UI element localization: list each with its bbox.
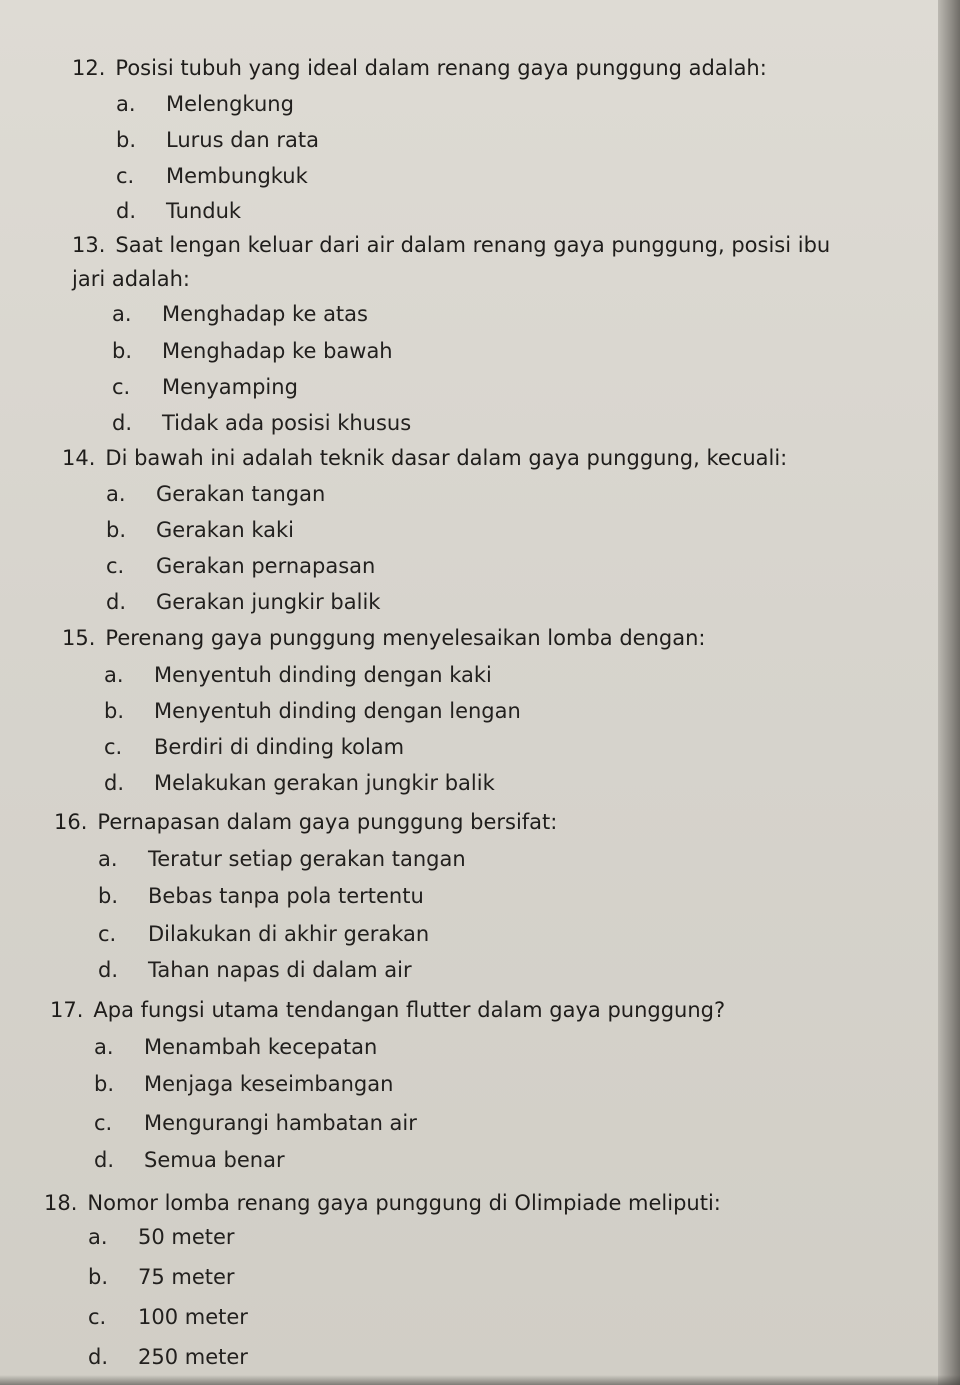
option-letter: b. xyxy=(112,339,133,363)
option-text: Tidak ada posisi khusus xyxy=(162,411,412,435)
option-15-d[interactable] xyxy=(104,770,495,796)
option-text: Gerakan tangan xyxy=(156,482,326,506)
option-letter: a. xyxy=(98,847,118,871)
option-text: Bebas tanpa pola tertentu xyxy=(148,884,424,908)
option-text: Dilakukan di akhir gerakan xyxy=(148,922,430,946)
option-letter: c. xyxy=(88,1305,107,1329)
question-number: 17. xyxy=(50,998,84,1022)
option-text: Berdiri di dinding kolam xyxy=(154,735,405,759)
option-text: Tahan napas di dalam air xyxy=(148,958,412,982)
option-16-a[interactable] xyxy=(98,846,466,872)
option-letter: c. xyxy=(116,164,135,188)
question-number: 15. xyxy=(62,626,96,650)
question-number: 16. xyxy=(54,810,88,834)
option-letter: d. xyxy=(94,1148,115,1172)
question-text: Perenang gaya punggung menyelesaikan lomba dengan: xyxy=(105,626,706,650)
option-13-a[interactable] xyxy=(112,301,368,327)
option-text: Menyamping xyxy=(162,375,298,399)
option-13-b[interactable] xyxy=(112,338,393,364)
option-letter: d. xyxy=(98,958,119,982)
option-15-a[interactable] xyxy=(104,662,492,688)
question-15 xyxy=(62,625,705,651)
option-letter: b. xyxy=(104,699,125,723)
question-number: 12. xyxy=(72,56,106,80)
option-13-d[interactable] xyxy=(112,410,411,436)
question-18 xyxy=(44,1190,721,1216)
option-text: Menyentuh dinding dengan lengan xyxy=(154,699,521,723)
question-number: 14. xyxy=(62,446,96,470)
option-text: Membungkuk xyxy=(166,164,308,188)
page-edge-shadow xyxy=(938,0,960,1385)
option-letter: c. xyxy=(98,922,117,946)
question-number: 13. xyxy=(72,233,106,257)
option-letter: a. xyxy=(88,1225,108,1249)
question-text: Posisi tubuh yang ideal dalam renang gaya punggung adalah: xyxy=(115,56,767,80)
option-letter: c. xyxy=(94,1111,113,1135)
option-text: Menjaga keseimbangan xyxy=(144,1072,394,1096)
option-letter: a. xyxy=(104,663,124,687)
option-text: Mengurangi hambatan air xyxy=(144,1111,417,1135)
option-14-c[interactable] xyxy=(106,553,375,579)
option-18-a[interactable] xyxy=(88,1224,235,1250)
option-letter: b. xyxy=(98,884,119,908)
question-13 xyxy=(72,228,862,296)
option-17-c[interactable] xyxy=(94,1110,417,1136)
option-text: Gerakan jungkir balik xyxy=(156,590,381,614)
option-text: Teratur setiap gerakan tangan xyxy=(148,847,466,871)
option-text: Menghadap ke atas xyxy=(162,302,368,326)
option-13-c[interactable] xyxy=(112,374,298,400)
option-16-c[interactable] xyxy=(98,921,429,947)
option-text: 75 meter xyxy=(138,1265,235,1289)
option-12-b[interactable] xyxy=(116,127,319,153)
option-text: Semua benar xyxy=(144,1148,285,1172)
option-14-a[interactable] xyxy=(106,481,325,507)
option-text: Menambah kecepatan xyxy=(144,1035,378,1059)
option-14-d[interactable] xyxy=(106,589,380,615)
option-letter: c. xyxy=(104,735,123,759)
question-text: Apa fungsi utama tendangan flutter dalam gaya punggung? xyxy=(93,998,726,1022)
option-12-d[interactable] xyxy=(116,198,241,224)
option-text: Menyentuh dinding dengan kaki xyxy=(154,663,492,687)
option-18-c[interactable] xyxy=(88,1304,248,1330)
option-letter: a. xyxy=(106,482,126,506)
option-17-b[interactable] xyxy=(94,1071,393,1097)
option-letter: d. xyxy=(106,590,127,614)
question-text: Saat lengan keluar dari air dalam renang gaya punggung, posisi ibu jari adalah: xyxy=(72,233,831,291)
question-text: Di bawah ini adalah teknik dasar dalam gaya punggung, kecuali: xyxy=(105,446,788,470)
option-letter: c. xyxy=(106,554,125,578)
bottom-edge-shadow xyxy=(0,1375,960,1385)
option-18-d[interactable] xyxy=(88,1344,248,1370)
question-text: Nomor lomba renang gaya punggung di Olimpiade meliputi: xyxy=(87,1191,721,1215)
option-letter: b. xyxy=(106,518,127,542)
question-17 xyxy=(50,997,725,1023)
option-text: Gerakan kaki xyxy=(156,518,294,542)
option-text: Gerakan pernapasan xyxy=(156,554,376,578)
option-letter: d. xyxy=(104,771,125,795)
option-text: 50 meter xyxy=(138,1225,235,1249)
option-17-a[interactable] xyxy=(94,1034,377,1060)
option-15-c[interactable] xyxy=(104,734,404,760)
option-15-b[interactable] xyxy=(104,698,521,724)
option-text: 100 meter xyxy=(138,1305,248,1329)
option-12-c[interactable] xyxy=(116,163,308,189)
option-text: Menghadap ke bawah xyxy=(162,339,393,363)
option-letter: a. xyxy=(116,92,136,116)
question-text: Pernapasan dalam gaya punggung bersifat: xyxy=(97,810,558,834)
option-16-b[interactable] xyxy=(98,883,424,909)
option-letter: c. xyxy=(112,375,131,399)
option-letter: b. xyxy=(88,1265,109,1289)
option-18-b[interactable] xyxy=(88,1264,235,1290)
option-letter: d. xyxy=(112,411,133,435)
option-17-d[interactable] xyxy=(94,1147,285,1173)
option-letter: d. xyxy=(88,1345,109,1369)
option-text: Melakukan gerakan jungkir balik xyxy=(154,771,495,795)
question-12 xyxy=(72,55,767,81)
option-letter: d. xyxy=(116,199,137,223)
option-text: Lurus dan rata xyxy=(166,128,319,152)
question-14 xyxy=(62,445,787,471)
option-letter: a. xyxy=(94,1035,114,1059)
option-text: Melengkung xyxy=(166,92,294,116)
option-letter: b. xyxy=(116,128,137,152)
option-12-a[interactable] xyxy=(116,91,294,117)
question-16 xyxy=(54,809,557,835)
option-14-b[interactable] xyxy=(106,517,294,543)
question-number: 18. xyxy=(44,1191,78,1215)
option-letter: b. xyxy=(94,1072,115,1096)
option-text: 250 meter xyxy=(138,1345,248,1369)
option-letter: a. xyxy=(112,302,132,326)
option-text: Tunduk xyxy=(166,199,242,223)
option-16-d[interactable] xyxy=(98,957,412,983)
